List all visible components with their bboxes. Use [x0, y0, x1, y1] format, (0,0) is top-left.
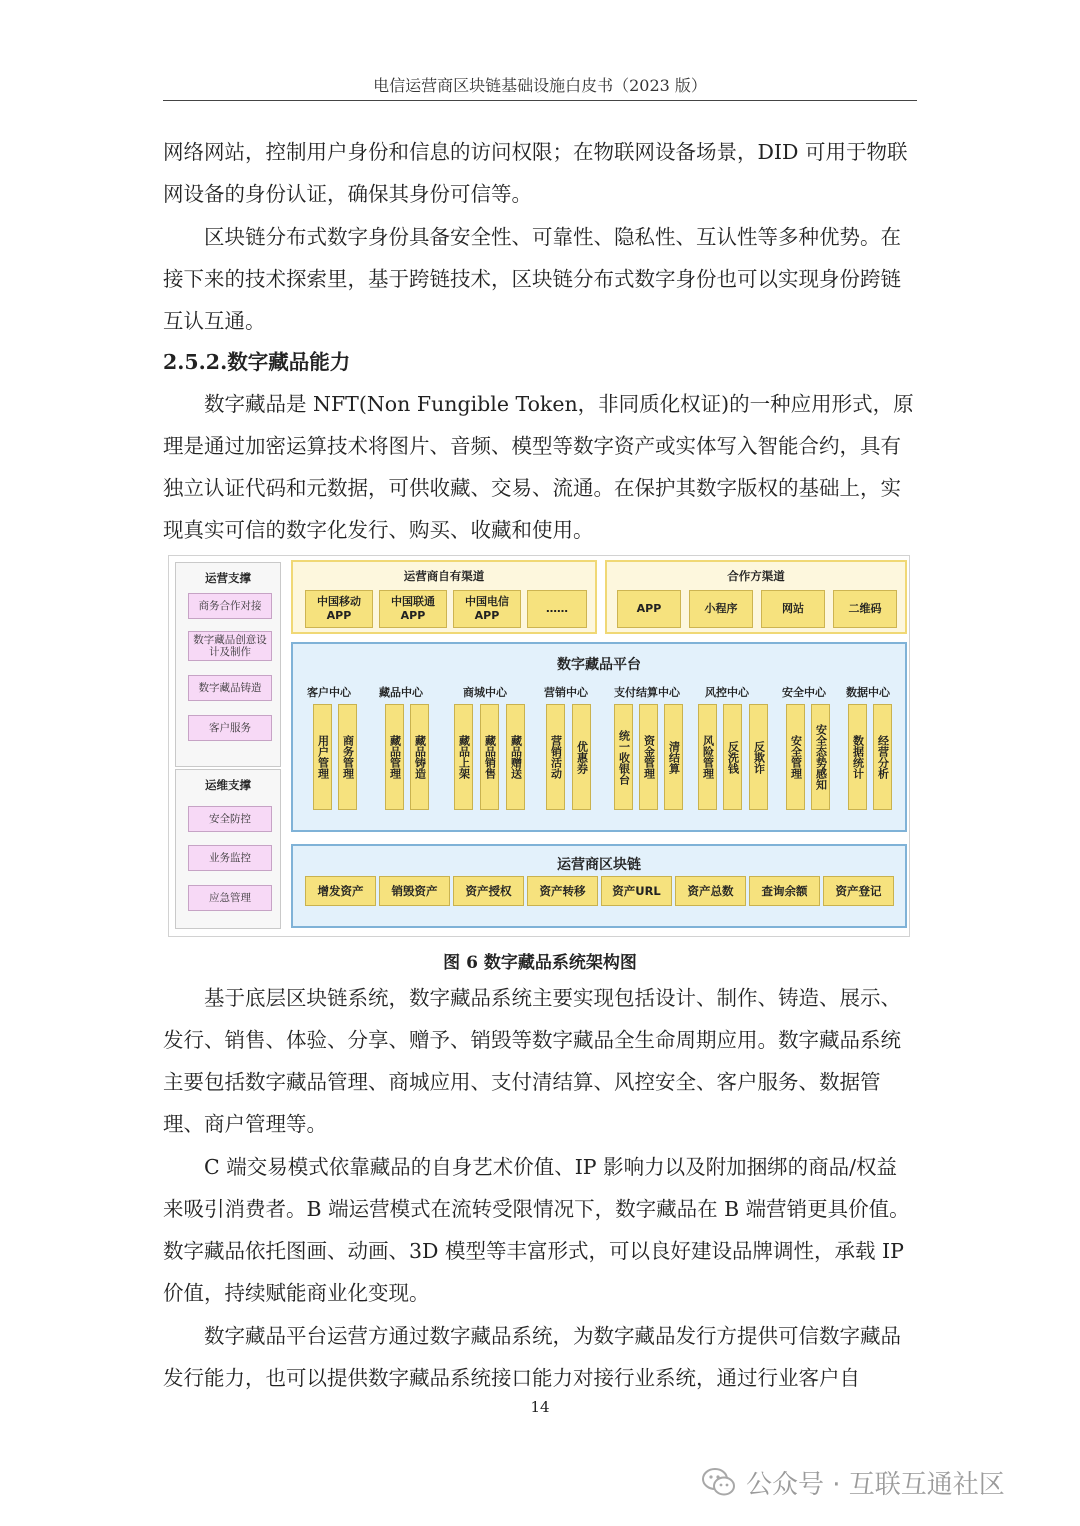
partner-channels-box: [605, 560, 907, 634]
paragraph-platform-operator: 数字藏品平台运营方通过数字藏品系统，为数字藏品发行方提供可信数字藏品发行能力，也可以提供数字藏品系统接口能力对接行业系统，通过行业客户自: [163, 1324, 901, 1390]
ops-support-item: 数字藏品创意设计及制作: [188, 631, 272, 661]
channel-item: 网站: [761, 590, 825, 628]
figure-caption: 图 6 数字藏品系统架构图: [443, 953, 637, 973]
platform-module: 藏品销售: [480, 704, 499, 810]
paragraph-business-models: C 端交易模式依靠藏品的自身艺术价值、IP 影响力以及附加捆绑的商品/权益来吸引消费者。B 端运营模式在流转受限情况下，数字藏品在 B 端营销更具价值。数字藏品依托图画、动画、3D 模型等丰富形式，可以良好建设品牌调性，承载 IP 价值，持续赋能商业化变现。: [163, 1155, 910, 1305]
paragraph-system-functions: 基于底层区块链系统，数字藏品系统主要实现包括设计、制作、铸造、展示、发行、销售、体验、分享、赠予、销毁等数字藏品全生命周期应用。数字藏品系统主要包括数字藏品管理、商城应用、支付清结算、风控安全、客户服务、数据管理、商户管理等。: [163, 986, 901, 1136]
section-title: 2.5.2.数字藏品能力: [163, 350, 351, 374]
platform-group-label: 风控中心: [705, 686, 749, 699]
platform-module: 数据统计: [848, 704, 867, 810]
channel-item: 中国联通APP: [379, 590, 447, 628]
channel-item: 二维码: [833, 590, 897, 628]
ops-support-item: 数字藏品铸造: [188, 675, 272, 701]
partner-channels-title: 合作方渠道: [727, 569, 785, 583]
ops-support-item: 客户服务: [188, 715, 272, 741]
channel-item: 中国移动APP: [305, 590, 373, 628]
channel-item: ……: [527, 590, 587, 628]
channel-item: APP: [617, 590, 681, 628]
paragraph-did-advantages: 区块链分布式数字身份具备安全性、可靠性、隐私性、互认性等多种优势。在接下来的技术探索里，基于跨链技术，区块链分布式数字身份也可以实现身份跨链互认互通。: [163, 225, 901, 333]
platform-group-label: 营销中心: [544, 686, 588, 699]
ops-support-title: 运营支撑: [205, 571, 251, 585]
blockchain-function: 资产转移: [527, 876, 598, 906]
platform-module: 统一收银台: [614, 704, 633, 810]
platform-module: 清结算: [664, 704, 683, 810]
maint-support-title: 运维支撑: [205, 778, 251, 792]
watermark-text: 公众号 · 互联互通社区: [746, 1469, 1005, 1500]
platform-module: 安全态势感知: [811, 704, 830, 810]
maint-support-panel: [175, 769, 281, 929]
platform-module: 资金管理: [639, 704, 658, 810]
architecture-diagram: [168, 555, 910, 937]
platform-module: 商务管理: [338, 704, 357, 810]
blockchain-function: 增发资产: [305, 876, 376, 906]
platform-title: 数字藏品平台: [557, 657, 641, 673]
maint-support-item: 安全防控: [188, 806, 272, 832]
own-channels-box: [291, 560, 597, 634]
platform-module: 优惠券: [572, 704, 591, 810]
platform-module: 用户管理: [313, 704, 332, 810]
blockchain-function: 销毁资产: [379, 876, 450, 906]
blockchain-box: [291, 844, 907, 928]
platform-group-label: 安全中心: [782, 686, 826, 699]
channel-item: 小程序: [689, 590, 753, 628]
platform-module: 营销活动: [546, 704, 565, 810]
platform-module: 反洗钱: [723, 704, 742, 810]
platform-module: 藏品赠送: [506, 704, 525, 810]
own-channels-title: 运营商自有渠道: [403, 569, 485, 583]
platform-module: 藏品管理: [385, 704, 404, 810]
nft-platform-box: [291, 642, 907, 832]
platform-group-label: 商城中心: [463, 686, 507, 699]
platform-module: 安全管理: [786, 704, 805, 810]
blockchain-function: 资产URL: [601, 876, 672, 906]
ops-support-item: 商务合作对接: [188, 593, 272, 619]
channel-item: 中国电信APP: [453, 590, 521, 628]
platform-group-label: 支付结算中心: [614, 686, 680, 699]
platform-module: 经营分析: [873, 704, 892, 810]
wechat-icon: [702, 1467, 736, 1497]
platform-group-label: 藏品中心: [379, 686, 423, 699]
platform-group-label: 数据中心: [846, 686, 890, 699]
blockchain-function: 资产登记: [823, 876, 894, 906]
platform-module: 风险管理: [698, 704, 717, 810]
watermark: [702, 1462, 1005, 1502]
ops-support-panel: [175, 562, 281, 767]
blockchain-function: 资产总数: [675, 876, 746, 906]
platform-group-label: 客户中心: [307, 686, 351, 699]
paragraph-nft-definition: 数字藏品是 NFT(Non Fungible Token，非同质化权证)的一种应用形式，原理是通过加密运算技术将图片、音频、模型等数字资产或实体写入智能合约，具有独立认证代码和元数据，可供收藏、交易、流通。在保护其数字版权的基础上，实现真实可信的数字化发行、购买、收藏和使用。: [163, 392, 914, 542]
maint-support-item: 业务监控: [188, 845, 272, 871]
page-number: 14: [530, 1398, 550, 1416]
running-header: 电信运营商区块链基础设施白皮书（2023 版）: [163, 72, 917, 101]
platform-module: 藏品铸造: [410, 704, 429, 810]
paragraph-did-iot: 网络网站，控制用户身份和信息的访问权限；在物联网设备场景，DID 可用于物联网设备的身份认证，确保其身份可信等。: [163, 140, 908, 206]
blockchain-function: 查询余额: [749, 876, 820, 906]
maint-support-item: 应急管理: [188, 885, 272, 911]
platform-module: 藏品上架: [454, 704, 473, 810]
platform-module: 反欺诈: [749, 704, 768, 810]
blockchain-function: 资产授权: [453, 876, 524, 906]
blockchain-title: 运营商区块链: [557, 857, 641, 873]
